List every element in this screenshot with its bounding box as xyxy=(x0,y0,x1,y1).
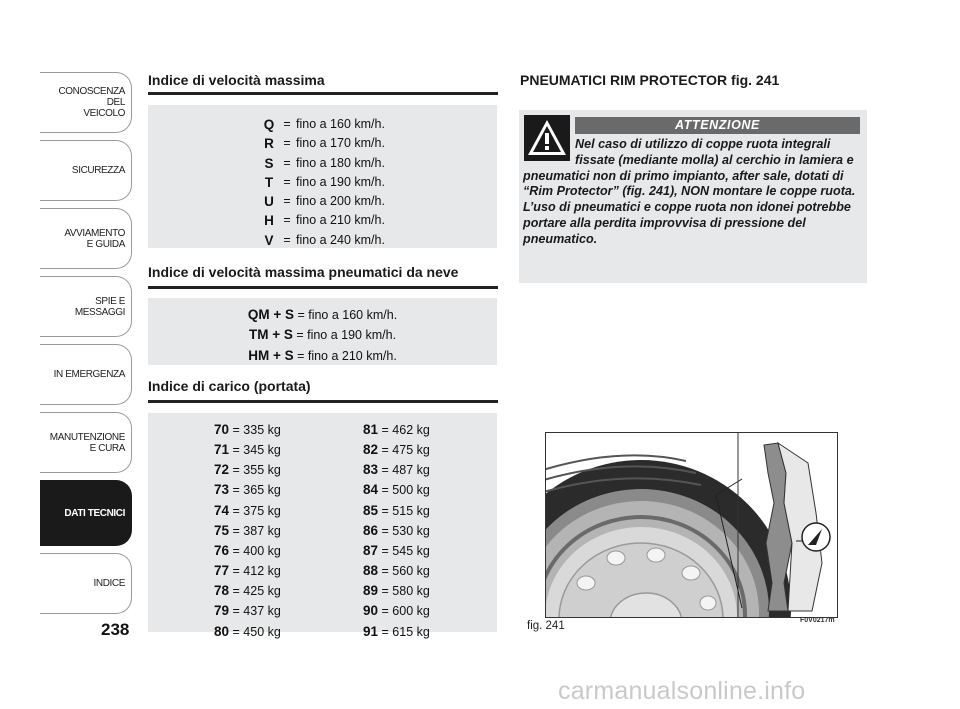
speed-index-title: Indice di velocità massima xyxy=(148,72,325,88)
warning-heading: ATTENZIONE xyxy=(575,117,860,134)
load-row: 84 = 500 kg xyxy=(363,482,430,498)
load-row: 78 = 425 kg xyxy=(214,583,281,599)
tire-figure xyxy=(545,432,838,618)
snow-code: HM + S xyxy=(248,347,294,363)
speed-row: U = fino a 200 km/h. xyxy=(260,192,385,211)
speed-row: Q = fino a 160 km/h. xyxy=(260,115,385,134)
divider xyxy=(148,92,498,95)
tab-conoscenza-del-veicolo[interactable]: CONOSCENZA DEL VEICOLO xyxy=(40,72,132,133)
snow-row xyxy=(148,346,497,366)
load-row: 79 = 437 kg xyxy=(214,603,281,619)
divider xyxy=(148,400,498,403)
load-row: 74 = 375 kg xyxy=(214,502,281,518)
load-row: 71 = 345 kg xyxy=(214,442,281,458)
warning-box xyxy=(519,110,867,283)
load-row: 80 = 450 kg xyxy=(214,623,281,639)
tab-indice[interactable]: INDICE xyxy=(40,553,132,614)
tab-sicurezza[interactable]: SICUREZZA xyxy=(40,140,132,201)
load-row: 90 = 600 kg xyxy=(363,603,430,619)
speed-row: T = fino a 190 km/h. xyxy=(260,173,385,192)
speed-value: fino a 240 km/h. xyxy=(296,232,385,247)
speed-value: fino a 200 km/h. xyxy=(296,194,385,209)
snow-value: = fino a 190 km/h. xyxy=(296,328,397,343)
snow-value: = fino a 160 km/h. xyxy=(297,308,398,322)
figure-label: fig. 241 xyxy=(527,620,565,632)
speed-value: fino a 160 km/h. xyxy=(296,117,385,131)
load-row: 91 = 615 kg xyxy=(363,623,430,639)
load-column-right xyxy=(363,420,430,642)
snow-index-title: Indice di velocità massima pneumatici da neve xyxy=(148,264,459,280)
speed-code: V xyxy=(264,232,274,248)
speed-row: V = fino a 240 km/h. xyxy=(260,231,385,250)
rim-protector-title: PNEUMATICI RIM PROTECTOR fig. 241 xyxy=(520,72,780,88)
snow-row xyxy=(148,325,497,345)
load-row: 73 = 365 kg xyxy=(214,482,281,498)
speed-code: S xyxy=(264,155,274,171)
load-row: 75 = 387 kg xyxy=(214,522,281,538)
speed-code: H xyxy=(264,213,274,229)
figure-code: F0V0217m xyxy=(800,617,835,624)
speed-code: U xyxy=(264,194,274,210)
load-column-left xyxy=(214,420,281,642)
load-row: 87 = 545 kg xyxy=(363,542,430,558)
divider xyxy=(148,286,498,289)
tab-dati-tecnici[interactable]: DATI TECNICI xyxy=(40,480,132,546)
snow-value: = fino a 210 km/h. xyxy=(297,348,397,363)
speed-code: T xyxy=(264,174,274,190)
speed-value: fino a 210 km/h. xyxy=(296,213,385,228)
load-row: 85 = 515 kg xyxy=(363,502,430,518)
speed-value: fino a 180 km/h. xyxy=(296,155,385,170)
speed-value: fino a 170 km/h. xyxy=(296,136,385,151)
load-row: 89 = 580 kg xyxy=(363,583,430,599)
snow-code: QM + S xyxy=(247,307,294,322)
load-row: 72 = 355 kg xyxy=(214,462,281,478)
page-number: 238 xyxy=(101,620,130,639)
load-row: 81 = 462 kg xyxy=(363,422,430,437)
snow-code: TM + S xyxy=(248,327,293,343)
speed-code: Q xyxy=(263,117,275,132)
warning-text: Nel caso di utilizzo di coppe ruota integrali fissate (mediante molla) al cerchio in lamiera e pneumatici non di primo impianto, after sale, dotati di “Rim Protector” (fig. 241), NON montare le coppe ruota. L’uso di pneumatici e coppe ruota non idonei potrebbe portare alla perdita improvvisa di pressione del pneumatico. xyxy=(523,137,856,246)
tab-in-emergenza[interactable]: IN EMERGENZA xyxy=(40,344,132,405)
speed-value: fino a 190 km/h. xyxy=(296,174,385,189)
load-row: 83 = 487 kg xyxy=(363,462,430,478)
snow-index-box xyxy=(148,298,497,365)
watermark: carmanualsonline.info xyxy=(558,677,806,705)
load-row: 70 = 335 kg xyxy=(214,422,281,437)
tab-manutenzione-e-cura[interactable]: MANUTENZIONE E CURA xyxy=(40,412,132,473)
load-row: 88 = 560 kg xyxy=(363,563,430,579)
snow-row xyxy=(148,305,497,325)
speed-row: H = fino a 210 km/h. xyxy=(260,211,385,230)
load-index-title: Indice di carico (portata) xyxy=(148,378,311,394)
section-tabs xyxy=(40,72,132,621)
load-index-box xyxy=(148,413,497,639)
speed-row: S = fino a 180 km/h. xyxy=(260,154,385,173)
speed-row: R = fino a 170 km/h. xyxy=(260,134,385,153)
tab-spie-e-messaggi[interactable]: SPIE E MESSAGGI xyxy=(40,276,132,337)
speed-index-box xyxy=(148,105,497,248)
load-row: 77 = 412 kg xyxy=(214,563,281,579)
speed-code: R xyxy=(264,136,274,152)
load-row: 86 = 530 kg xyxy=(363,522,430,538)
load-row: 82 = 475 kg xyxy=(363,442,430,458)
tab-avviamento-e-guida[interactable]: AVVIAMENTO E GUIDA xyxy=(40,208,132,269)
load-row: 76 = 400 kg xyxy=(214,542,281,558)
